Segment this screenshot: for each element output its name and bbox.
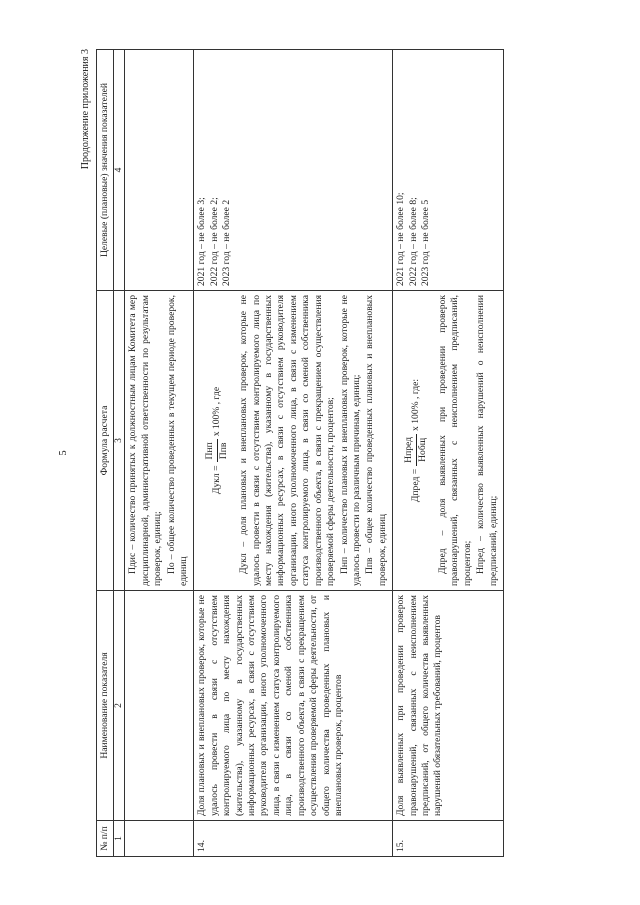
targets-cell — [194, 49, 393, 290]
indicator-name-cell — [194, 590, 393, 820]
indicators-table — [96, 49, 504, 857]
cell-empty — [125, 49, 194, 290]
formula-fraction — [204, 439, 230, 462]
target-value: 2021 год – не более 3; — [196, 196, 208, 286]
formula-desc-line: Нпред – количество выявленных нарушений о неисполнении предписаний, единиц; — [475, 294, 499, 586]
formula-denominator: Нобщ — [416, 437, 428, 462]
formula-desc-line: Ппв – общее количество проведенных плановых и внеплановых проверок, единиц — [364, 294, 388, 586]
col-number-4: 4 — [114, 49, 125, 290]
target-value: 2022 год – не более 2; — [208, 196, 220, 286]
formula — [204, 295, 230, 586]
formula-desc-line: Дпред – доля выявленных при проведении проверок правонарушений, связанных с неисполнением предписаний, процентов; — [436, 294, 473, 586]
col-number-2: 2 — [114, 590, 125, 820]
formula-lhs: Дукл = — [211, 464, 223, 494]
header-name: Наименование показателя — [97, 590, 114, 820]
header-targets: Целевые (плановые) значения показателей — [97, 49, 114, 290]
row-number: 14. — [194, 820, 393, 856]
formula — [403, 295, 429, 586]
cell-empty — [125, 590, 194, 820]
row-number: 15. — [393, 820, 504, 856]
formula-desc-line: Пдис – количество принятых к должностным лицам Комитета мер дисциплинарной, административной ответственности по результатам проверок, единиц; — [127, 294, 164, 586]
target-value: 2023 год – не более 2 — [221, 199, 233, 286]
indicator-name-cell — [393, 590, 504, 820]
target-value: 2022 год – не более 8; — [407, 196, 419, 286]
formula-rhs: x 100% , где — [211, 386, 223, 436]
cell-empty — [125, 820, 194, 856]
rotated-sheet — [50, 43, 590, 863]
target-value: 2021 год – не более 10; — [395, 191, 407, 286]
formula-desc-line: Пнп – количество плановых и внеплановых проверок, которые не удалось провести по различным причинам, единиц; — [338, 294, 362, 586]
formula-cell — [393, 290, 504, 590]
continuation-label: Продолжение приложения 3 — [80, 48, 91, 169]
formula-rhs: x 100% , где: — [409, 378, 421, 431]
formula-cell — [194, 290, 393, 590]
indicator-name: Доля выявленных при проведении проверок правонарушений, связанных с неисполнением предписаний, от общего количества выявленных нарушений обязательных требований, процентов — [395, 594, 444, 816]
indicator-name: Доля плановых и внеплановых проверок, которые не удалось провести в связи с отсутствием контролируемого лица по месту нахождения (жительства), указанному в государственных информационных ресурсах, в связи с отсутствием руководителя организации, иного уполномоченного лица, в связи с изменением статуса контролируемого лица, в связи со сменой собственника производственного объекта, в связи с прекращением осуществления проверяемой сферы деятельности, от общего количества проведенных плановых и внеплановых проверок, процентов — [196, 594, 344, 816]
target-value: 2023 год – не более 5 — [419, 199, 431, 286]
targets-cell — [393, 49, 504, 290]
formula-desc-line: Дукл – доля плановых и внеплановых проверок, которые не удалось провести в связи с отсутствием контролируемого лица по месту нахождения (жительства), указанному в государственных информационных ресурсах, в связи с отсутствием руководителя организации, иного уполномоченного лица, в связи с изменением статуса контролируемого лица, в связи со сменой собственника производственного объекта, в связи с прекращением осуществления проверяемой сферы деятельности, процентов; — [238, 294, 337, 586]
formula-numerator: Нпред — [403, 433, 416, 465]
formula-denominator: Ппв — [217, 442, 229, 459]
column-numbers-row — [114, 49, 125, 856]
formula-lhs: Дпред = — [409, 468, 421, 502]
formula-desc-line: По – общее количество проведенных в текущем периоде проверок, единиц — [165, 294, 190, 586]
formula-fraction — [403, 433, 429, 465]
table-row-15 — [393, 49, 504, 856]
header-formula: Формула расчета — [97, 290, 114, 590]
formula-numerator: Пнп — [204, 439, 217, 462]
header-number: № п/п — [97, 820, 114, 856]
formula-cell — [125, 290, 194, 590]
page-number: 5 — [58, 449, 69, 456]
col-number-1: 1 — [114, 820, 125, 856]
table-row-14 — [194, 49, 393, 856]
table-row-prev — [125, 49, 194, 856]
header-row — [97, 49, 114, 856]
col-number-3: 3 — [114, 290, 125, 590]
